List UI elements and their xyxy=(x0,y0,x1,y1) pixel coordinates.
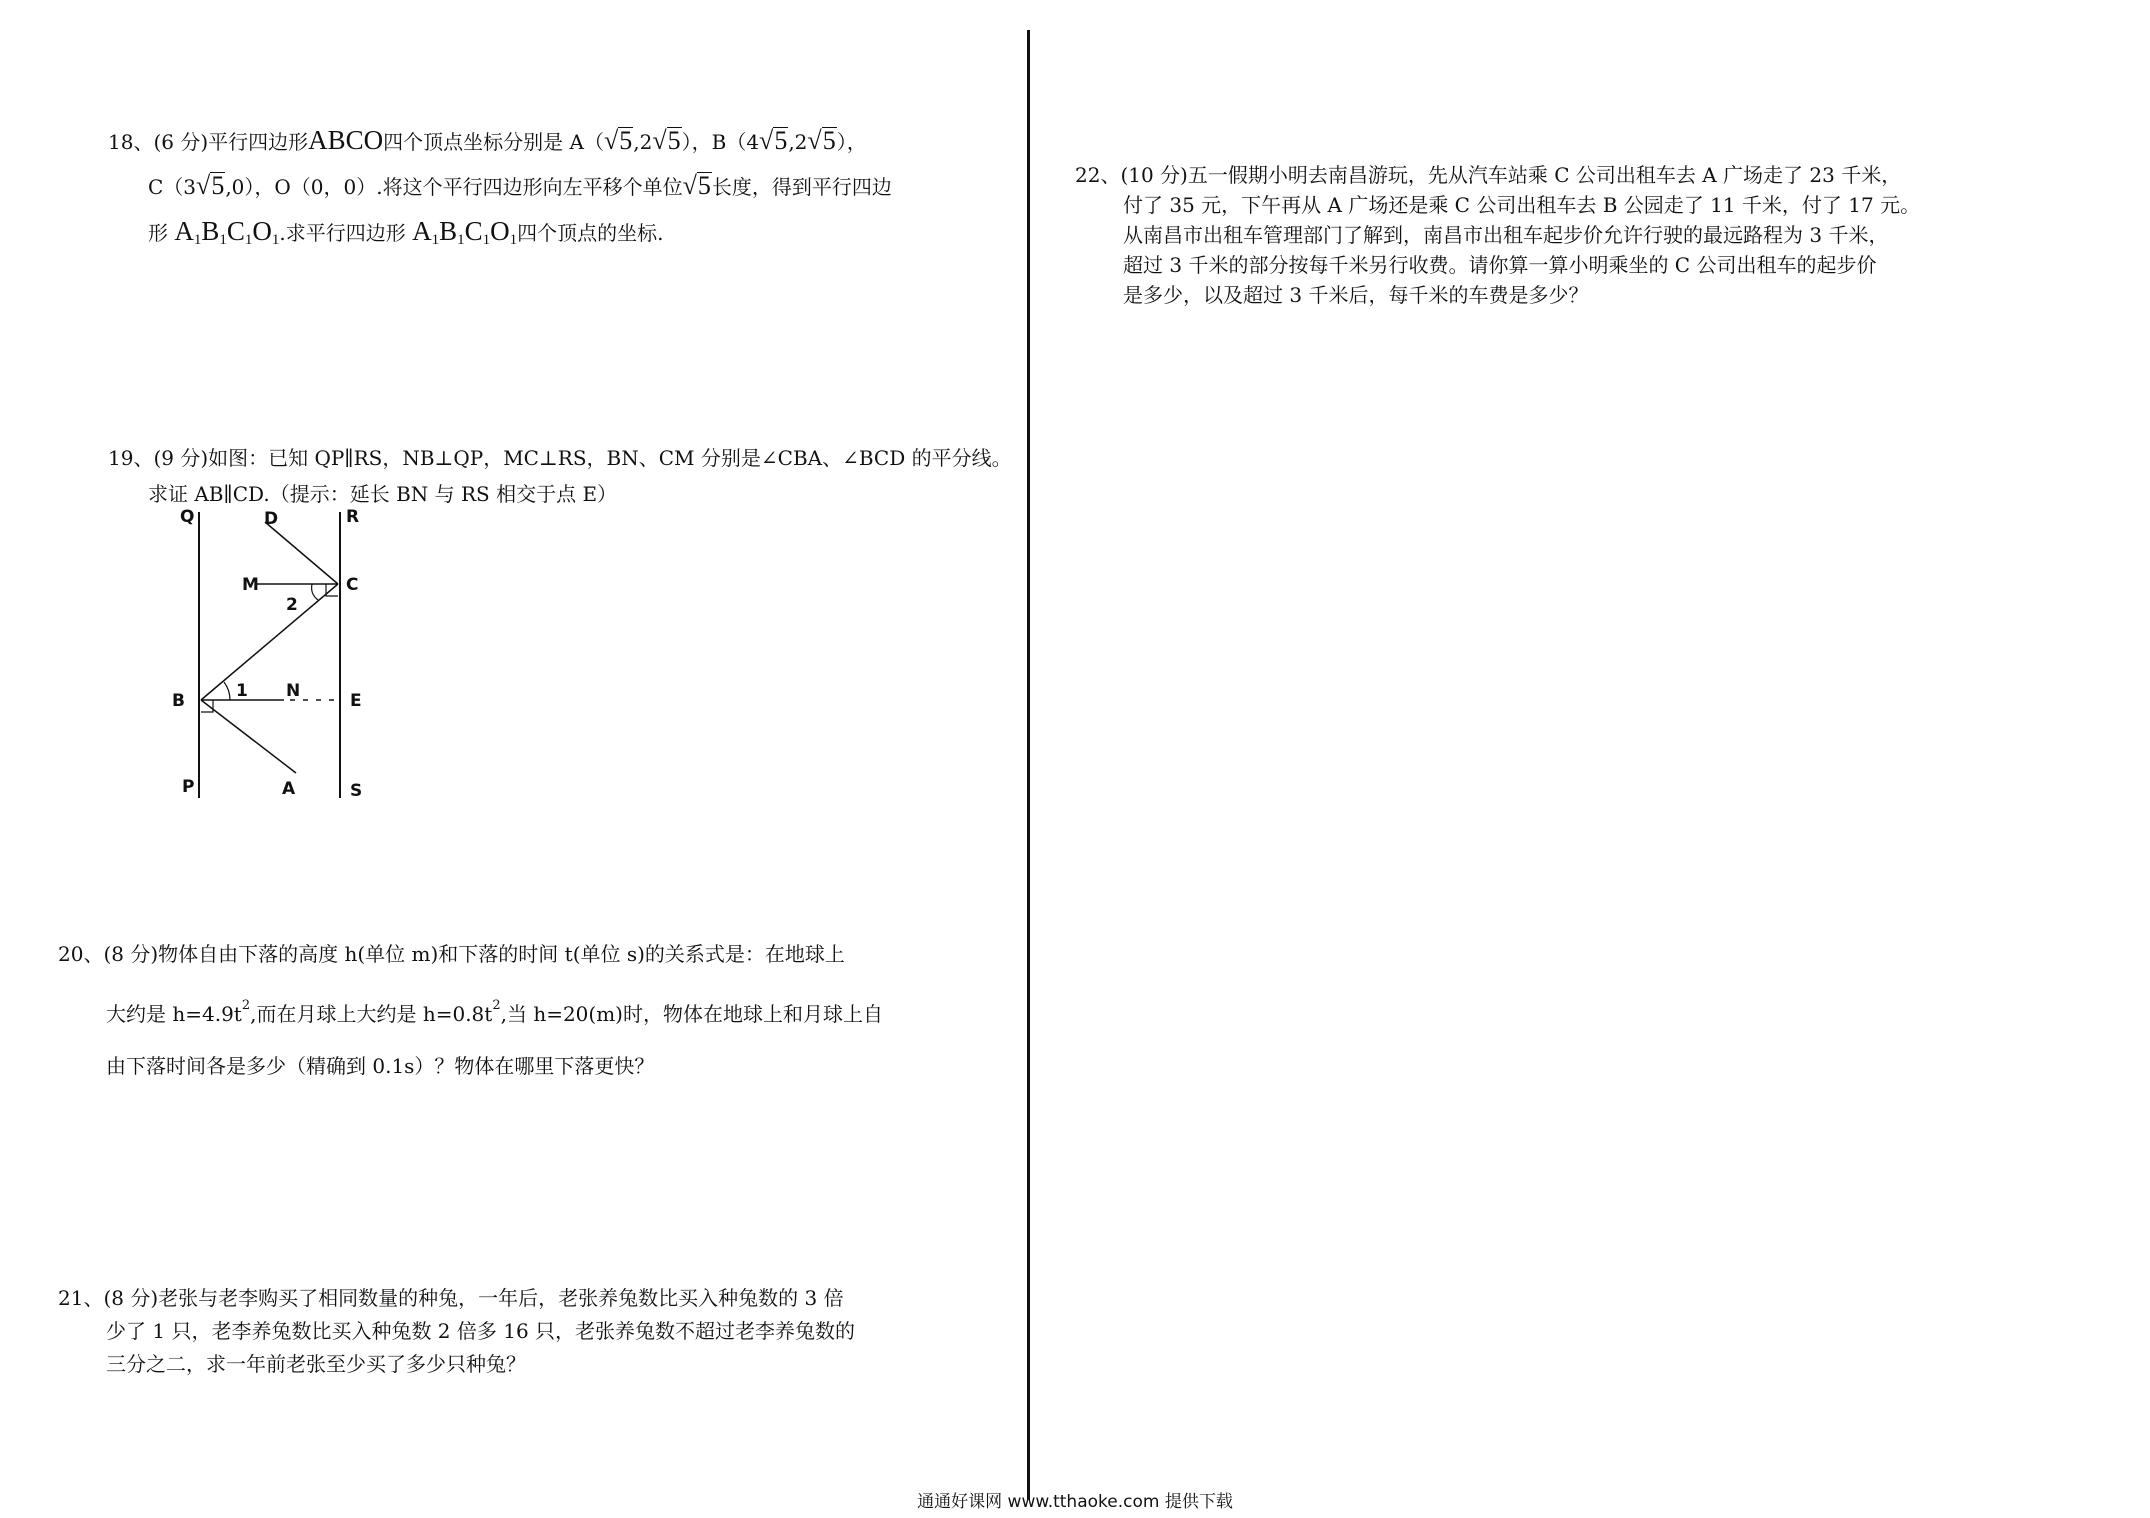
radicand: 5 xyxy=(211,171,225,200)
label-a: A xyxy=(282,779,296,799)
q22-line-2 xyxy=(1075,190,1920,220)
q18-text: ），B（4 xyxy=(681,130,760,154)
q18-abco: ABCO xyxy=(308,125,384,155)
label-e: E xyxy=(350,691,362,711)
angle-2-arc xyxy=(312,584,318,600)
q18-text: ,0），O（0，0）.将这个平行四边形向左平移个单位 xyxy=(225,175,683,199)
q18-line-1 xyxy=(108,122,892,160)
q19-number: 19、 xyxy=(108,446,154,470)
q22-line-3 xyxy=(1075,220,1920,250)
q19-text: 求证 AB∥CD.（提示：延长 BN 与 RS 相交于点 E） xyxy=(148,482,618,506)
q18-text: .求平行四边形 xyxy=(279,221,413,245)
q21-points: (8 分) xyxy=(103,1286,159,1310)
q20-line-3 xyxy=(58,1040,883,1092)
radicand: 5 xyxy=(697,171,711,200)
q20-number: 20、 xyxy=(58,942,104,966)
segment-bc xyxy=(201,584,338,700)
sqrt-5: √5 xyxy=(603,126,633,155)
q22-points: (10 分) xyxy=(1120,163,1188,187)
q20-text: 物体自由下落的高度 h(单位 m)和下落的时间 t(单位 s)的关系式是：在地球上 xyxy=(158,942,845,966)
q18-points: (6 分) xyxy=(153,130,209,154)
sqrt-5: √5 xyxy=(196,171,225,200)
label-n: N xyxy=(286,681,301,701)
a1b1c1o1-label: $A_1B_1C_1O_1$ xyxy=(174,216,280,248)
column-divider xyxy=(1027,30,1030,1500)
sqrt-5: √5 xyxy=(807,126,836,155)
q18-line-2 xyxy=(108,168,892,205)
label-c: C xyxy=(346,575,359,595)
question-21 xyxy=(58,1282,855,1381)
q22-text: 是多少，以及超过 3 千米后，每千米的车费是多少？ xyxy=(1123,283,1589,307)
q18-number: 18、 xyxy=(108,130,154,154)
label-b: B xyxy=(172,691,185,711)
q22-text: 超过 3 千米的部分按每千米另行收费。请你算一算小明乘坐的 C 公司出租车的起步价 xyxy=(1123,253,1877,277)
geometry-figure xyxy=(160,500,400,810)
exponent: 2 xyxy=(492,998,501,1013)
radicand: 5 xyxy=(667,126,681,155)
q22-line-5 xyxy=(1075,280,1920,310)
label-2: 2 xyxy=(286,595,298,615)
label-d: D xyxy=(264,509,279,529)
page-footer: 通通好课网 www.tthaoke.com 提供下载 xyxy=(917,1492,1233,1512)
a1b1c1o1-label: $A_1B_1C_1O_1$ xyxy=(412,216,518,248)
exponent: 2 xyxy=(241,998,251,1013)
q20-text: 大约是 h=4.9t xyxy=(106,1002,242,1026)
q22-text: 从南昌市出租车管理部门了解到，南昌市出租车起步价允许行驶的最远路程为 3 千米， xyxy=(1123,223,1889,247)
label-m: M xyxy=(242,575,259,595)
radicand: 5 xyxy=(619,126,633,155)
sqrt-5: √5 xyxy=(759,126,788,155)
radicand: 5 xyxy=(822,126,836,155)
q19-text: 如图：已知 QP∥RS，NB⊥QP，MC⊥RS，BN、CM 分别是∠CBA、∠BCD 的平分线。 xyxy=(208,446,1012,470)
q20-line-1 xyxy=(58,928,883,980)
q21-line-1 xyxy=(58,1282,855,1315)
sqrt-5: √5 xyxy=(682,171,711,200)
q18-text: ,2 xyxy=(633,130,653,154)
segment-dc xyxy=(265,522,338,584)
label-p: P xyxy=(182,777,195,797)
q22-line-1 xyxy=(1075,160,1920,190)
q18-text: 平行四边形 xyxy=(208,130,309,154)
question-18 xyxy=(108,122,892,258)
q18-line-3 xyxy=(108,213,892,258)
angle-1-arc xyxy=(224,682,230,700)
q21-line-3 xyxy=(58,1348,855,1381)
q21-number: 21、 xyxy=(58,1286,104,1310)
q18-text: ,2 xyxy=(788,130,808,154)
q21-text: 少了 1 只，老李养兔数比买入种兔数 2 倍多 16 只，老张养兔数不超过老李养兔数的 xyxy=(106,1319,856,1343)
label-s: S xyxy=(350,781,363,801)
q19-line-1 xyxy=(108,440,1012,476)
q22-number: 22、 xyxy=(1075,163,1121,187)
q18-text: 长度，得到平行四边 xyxy=(711,175,892,199)
q22-text: 五一假期小明去南昌游玩，先从汽车站乘 C 公司出租车去 A 广场走了 23 千米， xyxy=(1187,163,1902,187)
q20-points: (8 分) xyxy=(103,942,159,966)
label-1: 1 xyxy=(236,681,248,701)
question-22 xyxy=(1075,160,1920,310)
q21-text: 三分之二，求一年前老张至少买了多少只种兔？ xyxy=(106,1352,526,1376)
q18-text: ）， xyxy=(836,130,867,154)
sqrt-5: √5 xyxy=(652,126,681,155)
segment-ba xyxy=(201,700,296,773)
label-r: R xyxy=(346,507,360,527)
radicand: 5 xyxy=(774,126,788,155)
q18-text: C（3 xyxy=(148,175,197,199)
label-q: Q xyxy=(180,507,195,527)
question-20 xyxy=(58,928,883,1092)
q18-text: 形 xyxy=(148,221,175,245)
q21-text: 老张与老李购买了相同数量的种兔，一年后，老张养兔数比买入种兔数的 3 倍 xyxy=(158,1286,844,1310)
q18-text: 四个顶点坐标分别是 A（ xyxy=(383,130,604,154)
q20-text: 由下落时间各是多少（精确到 0.1s）？物体在哪里下落更快？ xyxy=(106,1054,655,1078)
q20-text: ,当 h=20(m)时，物体在地球上和月球上自 xyxy=(500,1002,883,1026)
q22-text: 付了 35 元，下午再从 A 广场还是乘 C 公司出租车去 B 公园走了 11 千米，付了 17 元。 xyxy=(1123,193,1921,217)
q20-line-2 xyxy=(58,980,883,1040)
q18-text: 四个顶点的坐标. xyxy=(517,221,664,245)
q21-line-2 xyxy=(58,1315,855,1348)
q19-points: (9 分) xyxy=(153,446,209,470)
q20-text: ,而在月球上大约是 h=0.8t xyxy=(250,1002,493,1026)
q22-line-4 xyxy=(1075,250,1920,280)
